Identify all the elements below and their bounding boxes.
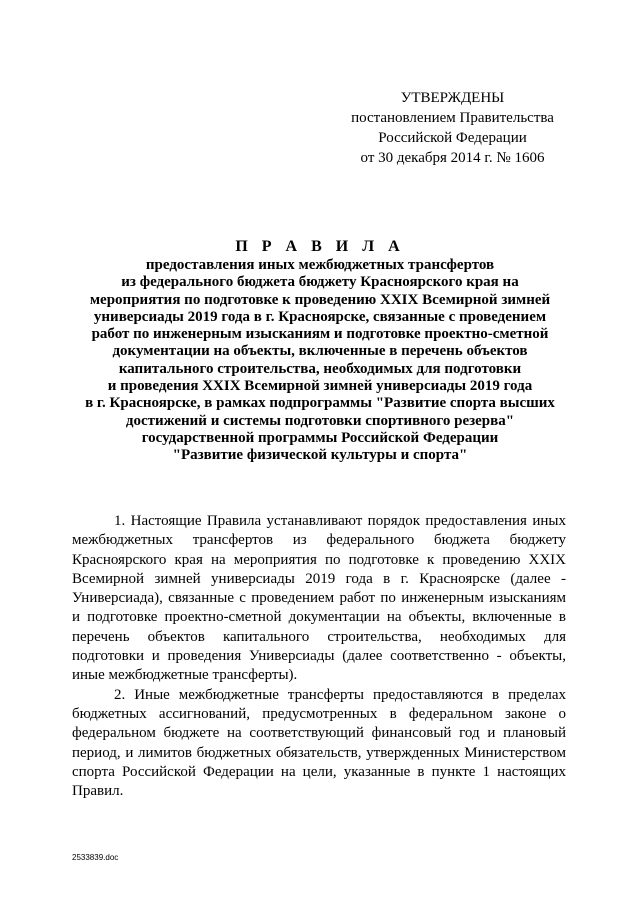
approval-line-2: Российской Федерации bbox=[378, 130, 527, 146]
subtitle-line: документации на объекты, включенные в перечень объектов bbox=[112, 343, 528, 360]
subtitle-line: "Развитие физической культуры и спорта" bbox=[172, 447, 468, 464]
subtitle-line: предоставления иных межбюджетных трансфертов bbox=[145, 257, 495, 273]
document-subtitle bbox=[0, 257, 640, 465]
approval-line-3: от 30 декабря 2014 г. № 1606 bbox=[360, 150, 545, 166]
approval-heading: УТВЕРЖДЕНЫ bbox=[400, 90, 505, 106]
paragraph-1: 1. Настоящие Правила устанавливают порядок предоставления иных межбюджетных трансфертов из федерального бюджета бюджету Красноярского края на мероприятия по подготовке к проведению XXIX Всемирной зимней универсиады 2019 года в г. Красноярске (далее - Универсиада), связанные с проведением работ по инженерным изысканиям и подготовке проектно-сметной документации на объекты, включенные в перечень объектов капитального строительства, необходимых для подготовки и проведения Универсиады (далее соответственно - объекты, иные межбюджетные трансферты). bbox=[72, 513, 566, 684]
document-title: П Р А В И Л А bbox=[235, 238, 405, 255]
subtitle-line: государственной программы Российской Федерации bbox=[141, 429, 499, 446]
subtitle-line: универсиады 2019 года в г. Красноярске, связанные с проведением bbox=[93, 308, 547, 325]
subtitle-line: мероприятия по подготовке к проведению XXIX Всемирной зимней bbox=[89, 291, 551, 308]
document-body bbox=[72, 512, 566, 801]
file-name-footer: 2533839.doc bbox=[72, 853, 119, 862]
subtitle-line: и проведения XXIX Всемирной зимней универсиады 2019 года bbox=[107, 378, 533, 395]
approval-block bbox=[330, 88, 575, 168]
subtitle-line: достижений и системы подготовки спортивного резерва" bbox=[125, 412, 515, 429]
paragraph-2: 2. Иные межбюджетные трансферты предоставляются в пределах бюджетных ассигнований, предусмотренных в федеральном законе о федеральном бюджете на соответствующий финансовый год и плановый период, и лимитов бюджетных обязательств, утвержденных Министерством спорта Российской Федерации на цели, указанные в пункте 1 настоящих Правил. bbox=[72, 686, 566, 800]
subtitle-line: в г. Красноярске, в рамках подпрограммы "Развитие спорта высших bbox=[85, 395, 555, 412]
subtitle-line: из федерального бюджета бюджету Красноярского края на bbox=[121, 274, 519, 291]
subtitle-line: капитального строительства, необходимых для подготовки bbox=[118, 360, 522, 377]
approval-line-1: постановлением Правительства bbox=[351, 110, 554, 126]
subtitle-line: работ по инженерным изысканиям и подготовке проектно-сметной bbox=[91, 326, 549, 343]
